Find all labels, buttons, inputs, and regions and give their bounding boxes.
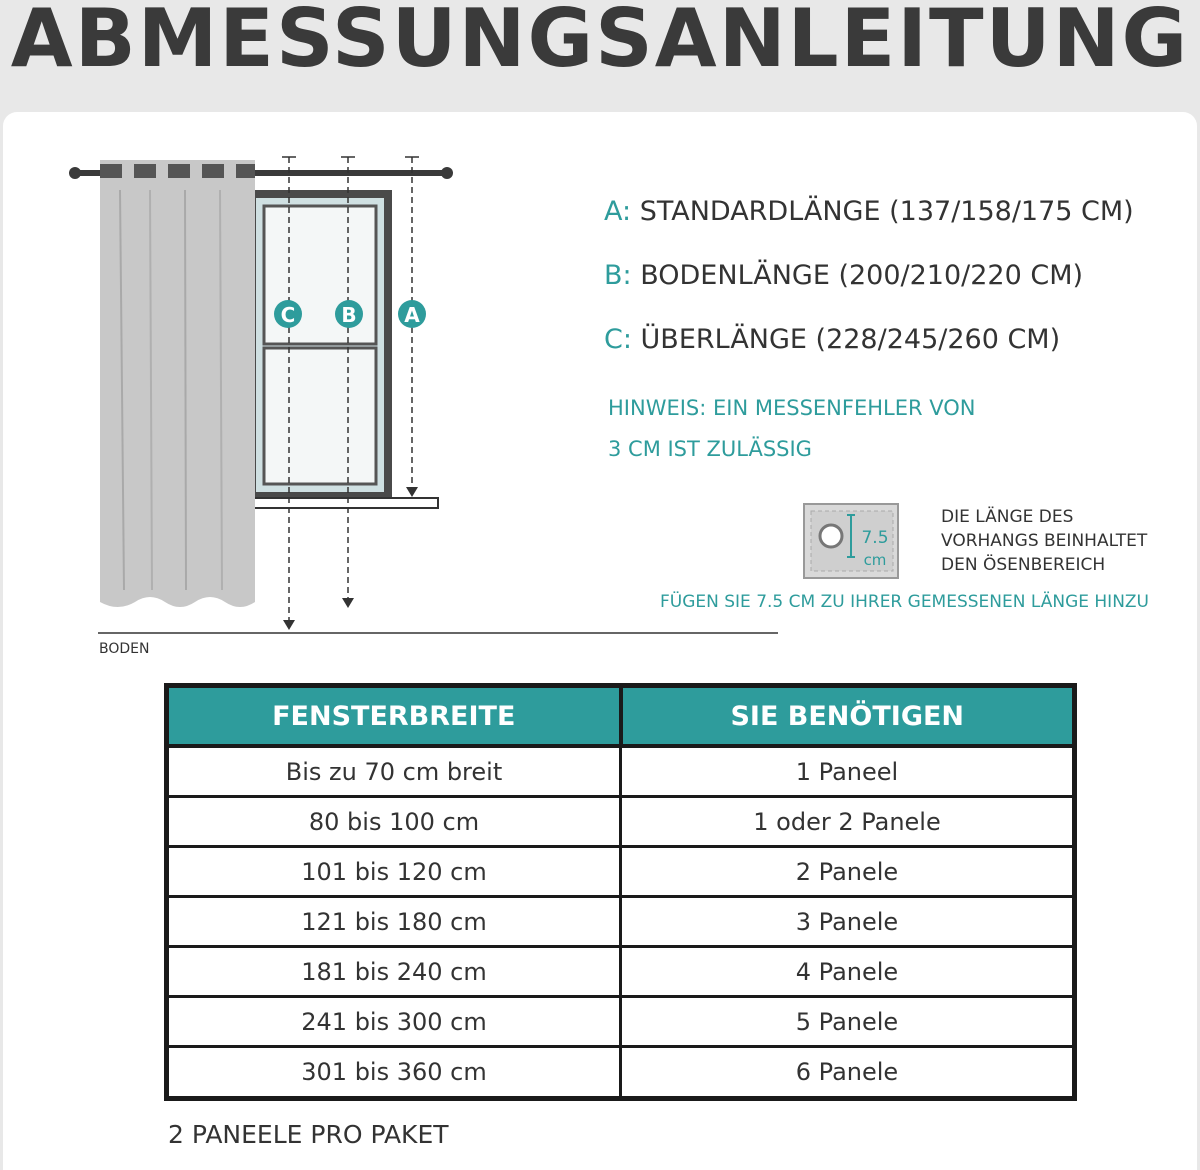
cell-width: Bis zu 70 cm breit — [167, 746, 621, 797]
legend-b — [604, 260, 1083, 291]
cell-width: 181 bis 240 cm — [167, 947, 621, 997]
table-header-row — [167, 686, 1075, 747]
eyelet-illustration — [803, 503, 899, 579]
legend-a — [604, 196, 1134, 227]
legend-c — [604, 324, 1060, 355]
cell-panels: 1 Paneel — [621, 746, 1075, 797]
cell-width: 241 bis 300 cm — [167, 997, 621, 1047]
table-row — [167, 847, 1075, 897]
legend-key-a: A: — [604, 196, 632, 227]
eyelet-unit: cm — [863, 551, 887, 569]
legend-text-b: BODENLÄNGE (200/210/220 CM) — [640, 260, 1084, 291]
cell-panels: 5 Panele — [621, 997, 1075, 1047]
page-title: ABMESSUNGSANLEITUNG — [10, 0, 1190, 85]
marker-a — [398, 300, 426, 328]
cell-width: 80 bis 100 cm — [167, 797, 621, 847]
floor-label: BODEN — [99, 641, 150, 657]
svg-text:B: B — [341, 303, 357, 327]
cell-panels: 6 Panele — [621, 1047, 1075, 1099]
svg-text:C: C — [280, 303, 296, 327]
size-table — [164, 683, 1077, 1101]
marker-c — [274, 300, 302, 328]
table-row — [167, 947, 1075, 997]
cell-panels: 3 Panele — [621, 897, 1075, 947]
window — [240, 190, 438, 508]
cell-panels: 2 Panele — [621, 847, 1075, 897]
marker-b — [335, 300, 363, 328]
eyelet-text-line-2: VORHANGS BEINHALTET — [941, 531, 1148, 551]
legend-text-a: STANDARDLÄNGE (137/158/175 CM) — [639, 196, 1134, 227]
eyelet-text-line-1: DIE LÄNGE DES — [941, 507, 1074, 527]
eyelet-description — [941, 505, 1147, 577]
cell-width: 101 bis 120 cm — [167, 847, 621, 897]
header-panels-needed: SIE BENÖTIGEN — [621, 686, 1075, 747]
table-row — [167, 746, 1075, 797]
header-window-width: FENSTERBREITE — [167, 686, 621, 747]
hint-line-1: HINWEIS: EIN MESSENFEHLER VON — [608, 396, 976, 420]
table-row — [167, 1047, 1075, 1099]
cell-width: 301 bis 360 cm — [167, 1047, 621, 1099]
eyelet-value: 7.5 — [861, 528, 889, 548]
package-note: 2 PANEELE PRO PAKET — [168, 1120, 449, 1149]
legend-text-c: ÜBERLÄNGE (228/245/260 CM) — [640, 324, 1061, 355]
eyelet-note: FÜGEN SIE 7.5 CM ZU IHRER GEMESSENEN LÄNGE HINZU — [660, 592, 1149, 612]
table-row — [167, 797, 1075, 847]
table-row — [167, 897, 1075, 947]
hint-line-2: 3 CM IST ZULÄSSIG — [608, 437, 812, 461]
cell-panels: 4 Panele — [621, 947, 1075, 997]
curtain-panel — [100, 160, 255, 607]
cell-panels: 1 oder 2 Panele — [621, 797, 1075, 847]
table-row — [167, 997, 1075, 1047]
cell-width: 121 bis 180 cm — [167, 897, 621, 947]
svg-text:A: A — [404, 303, 420, 327]
legend-key-c: C: — [604, 324, 632, 355]
legend-key-b: B: — [604, 260, 632, 291]
eyelet-text-line-3: DEN ÖSENBEREICH — [941, 555, 1106, 575]
